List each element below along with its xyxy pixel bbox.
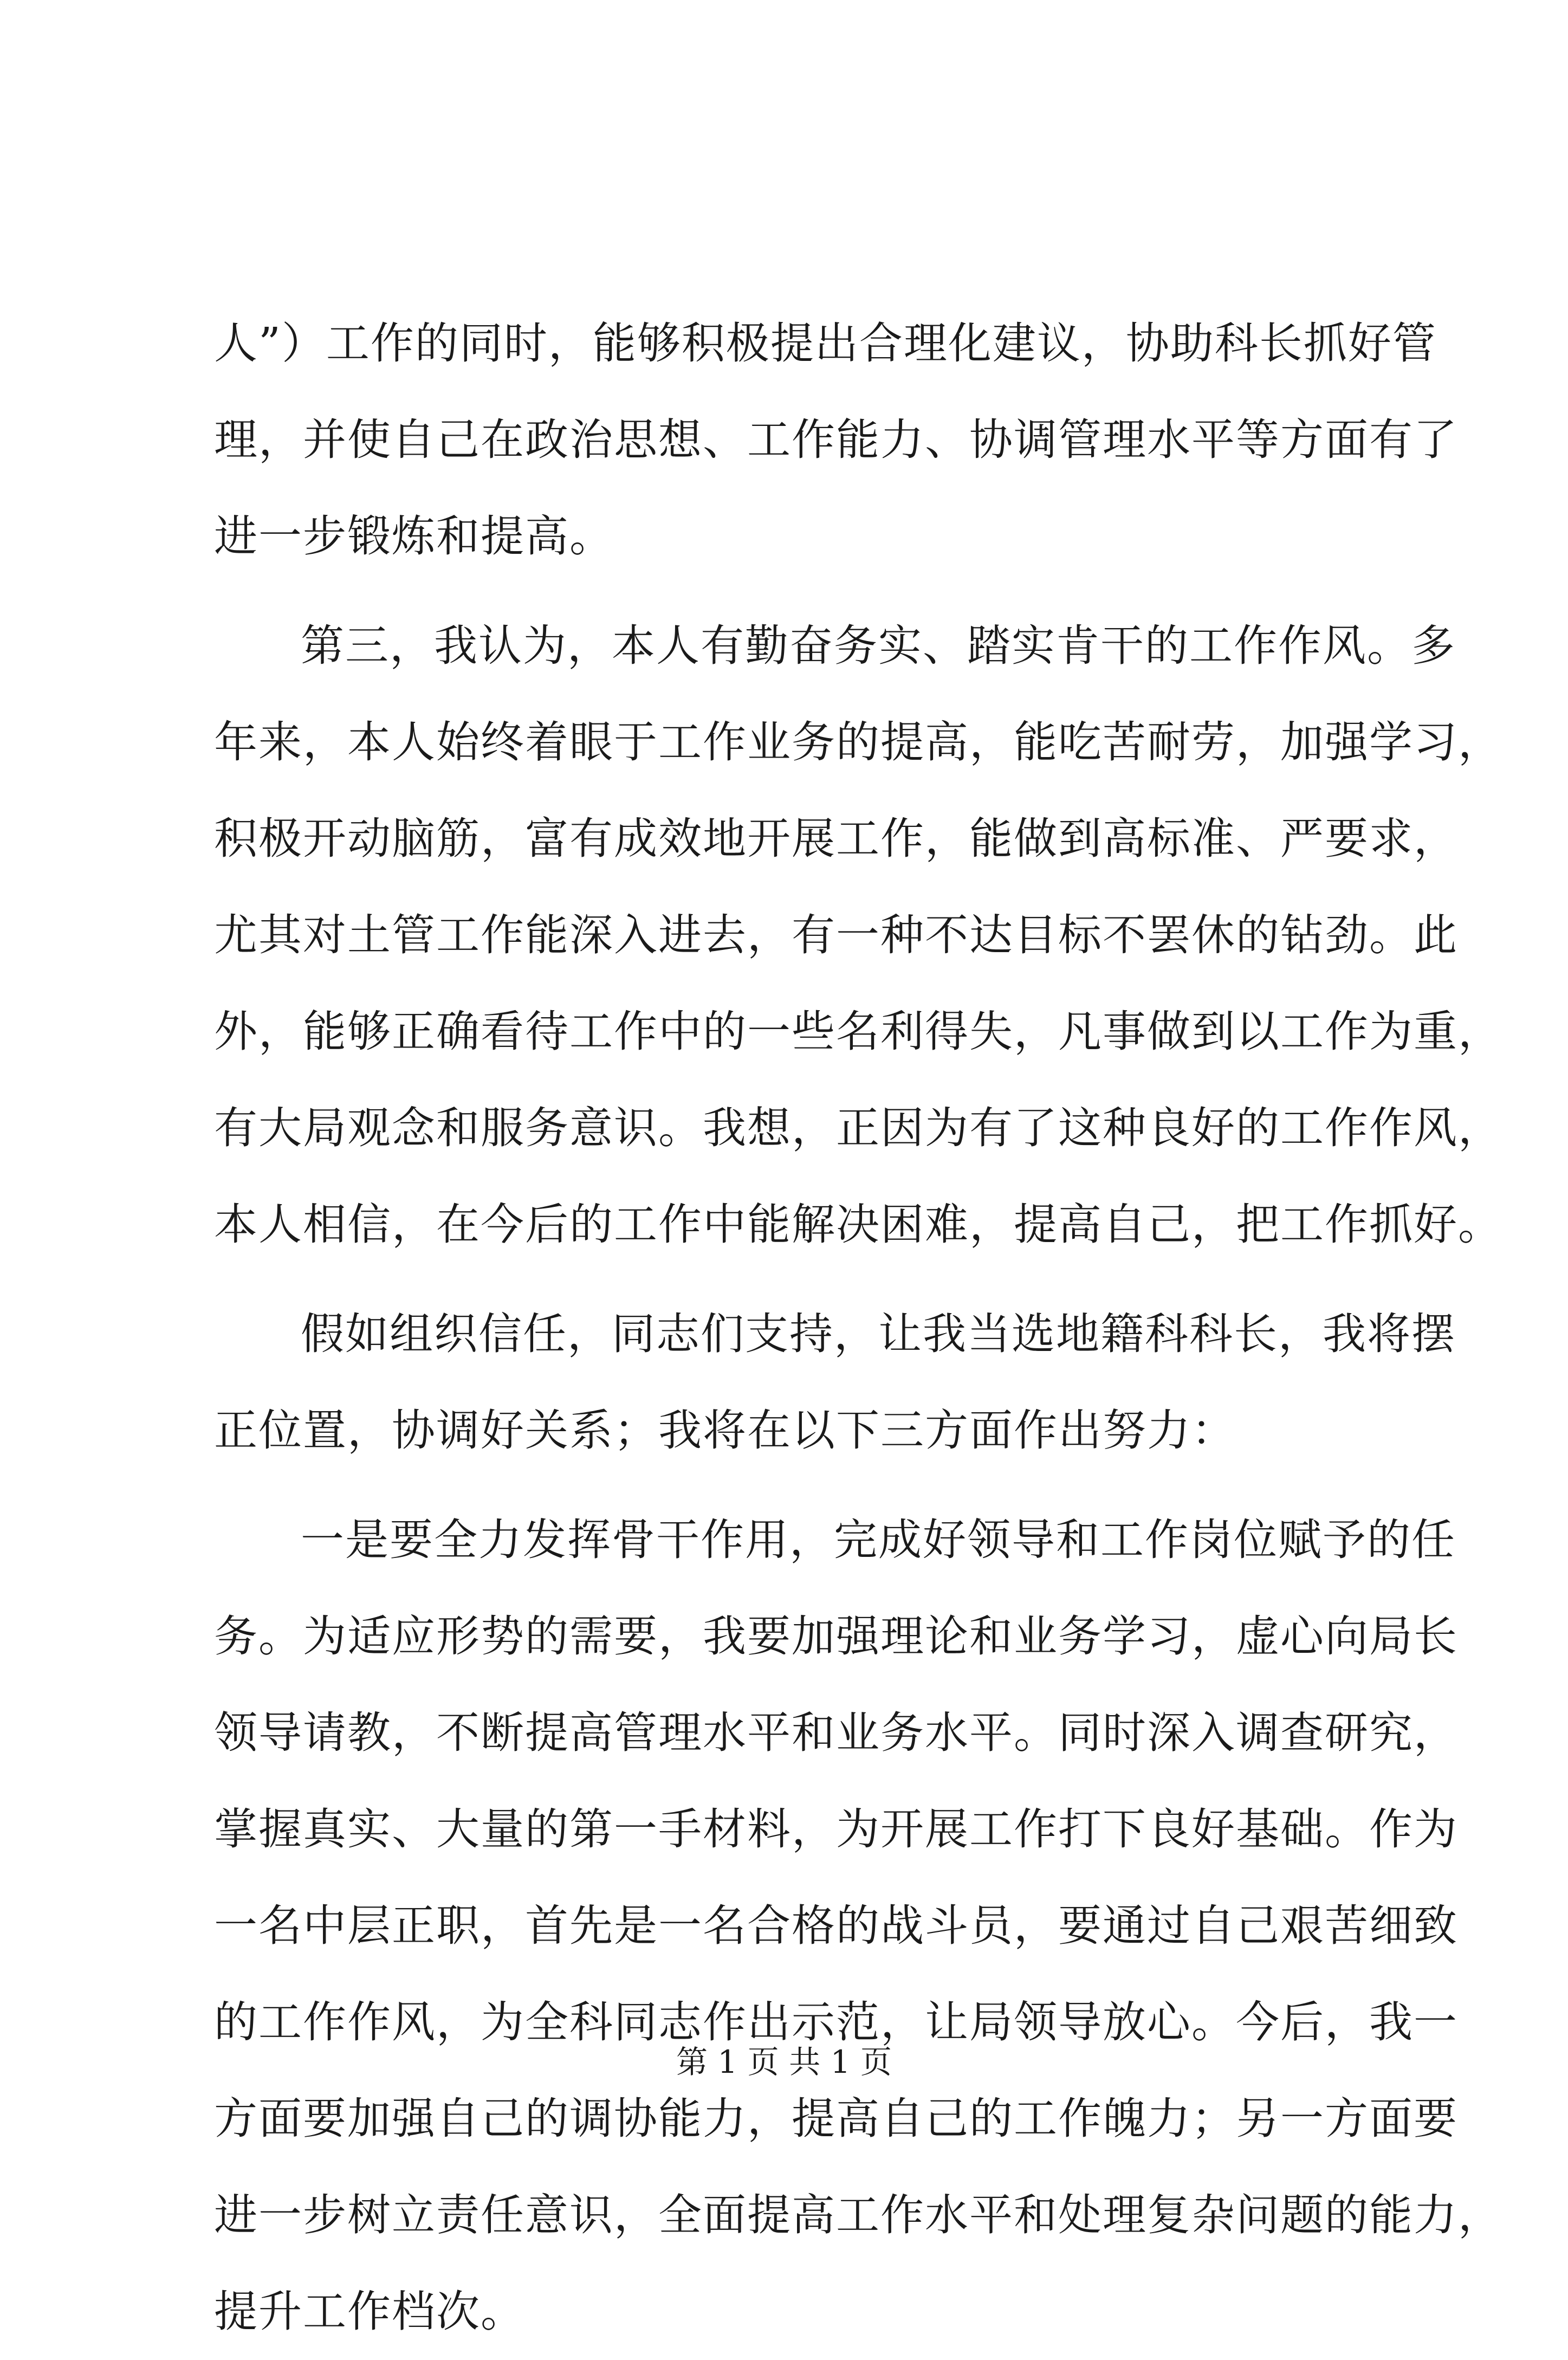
text-line: 方面要加强自己的调协能力，提高自己的工作魄力；另一方面要 <box>214 2093 1458 2144</box>
paragraph-gap <box>214 1273 1363 1286</box>
text-line: 一是要全力发挥骨干作用，完成好领导和工作岗位赋予的任 <box>301 1515 1456 1565</box>
text-line: 外，能够正确看待工作中的一些名利得失，凡事做到以工作为重， <box>214 1006 1502 1057</box>
text-line: 有大局观念和服务意识。我想，正因为有了这种良好的工作作风， <box>214 1103 1502 1153</box>
text-line: 第三，我认为，本人有勤奋务实、踏实肯干的工作作风。多 <box>301 620 1456 671</box>
text-line: 年来，本人始终着眼于工作业务的提高，能吃苦耐劳，加强学习， <box>214 717 1502 767</box>
text-line: 一名中层正职，首先是一名合格的战斗员，要通过自己艰苦细致 <box>214 1900 1458 1951</box>
text-line: 提升工作档次。 <box>214 2286 525 2337</box>
text-line: 尤其对土管工作能深入进去，有一种不达目标不罢休的钻劲。此 <box>214 910 1458 960</box>
paragraph-gap <box>214 585 1363 598</box>
text-line: 掌握真实、大量的第一手材料，为开展工作打下良好基础。作为 <box>214 1804 1458 1854</box>
text-line: 的工作作风，为全科同志作出示范，让局领导放心。今后，我一 <box>214 1997 1458 2047</box>
text-line: 本人相信，在今后的工作中能解决困难，提高自己，把工作抓好。 <box>214 1199 1502 1250</box>
text-line: 领导请教，不断提高管理水平和业务水平。同时深入调查研究， <box>214 1708 1458 1758</box>
text-line: 积极开动脑筋，富有成效地开展工作，能做到高标准、严要求， <box>214 813 1458 864</box>
text-line: 进一步树立责任意识，全面提高工作水平和处理复杂问题的能力， <box>214 2190 1502 2240</box>
paragraph-gap <box>214 1479 1363 1492</box>
text-line: 正位置，协调好关系；我将在以下三方面作出努力： <box>214 1405 1236 1456</box>
text-line: 理，并使自己在政治思想、工作能力、协调管理水平等方面有了 <box>214 415 1458 465</box>
text-line: 务。为适应形势的需要，我要加强理论和业务学习，虚心向局长 <box>214 1611 1458 1661</box>
text-line: 假如组织信任，同志们支持，让我当选地籍科科长，我将摆 <box>301 1309 1456 1359</box>
page-number-footer: 第 1 页 共 1 页 <box>676 2044 892 2080</box>
text-line: 进一步锻炼和提高。 <box>214 511 614 561</box>
text-line: 人”）工作的同时，能够积极提出合理化建议，协助科长抓好管 <box>214 318 1437 368</box>
